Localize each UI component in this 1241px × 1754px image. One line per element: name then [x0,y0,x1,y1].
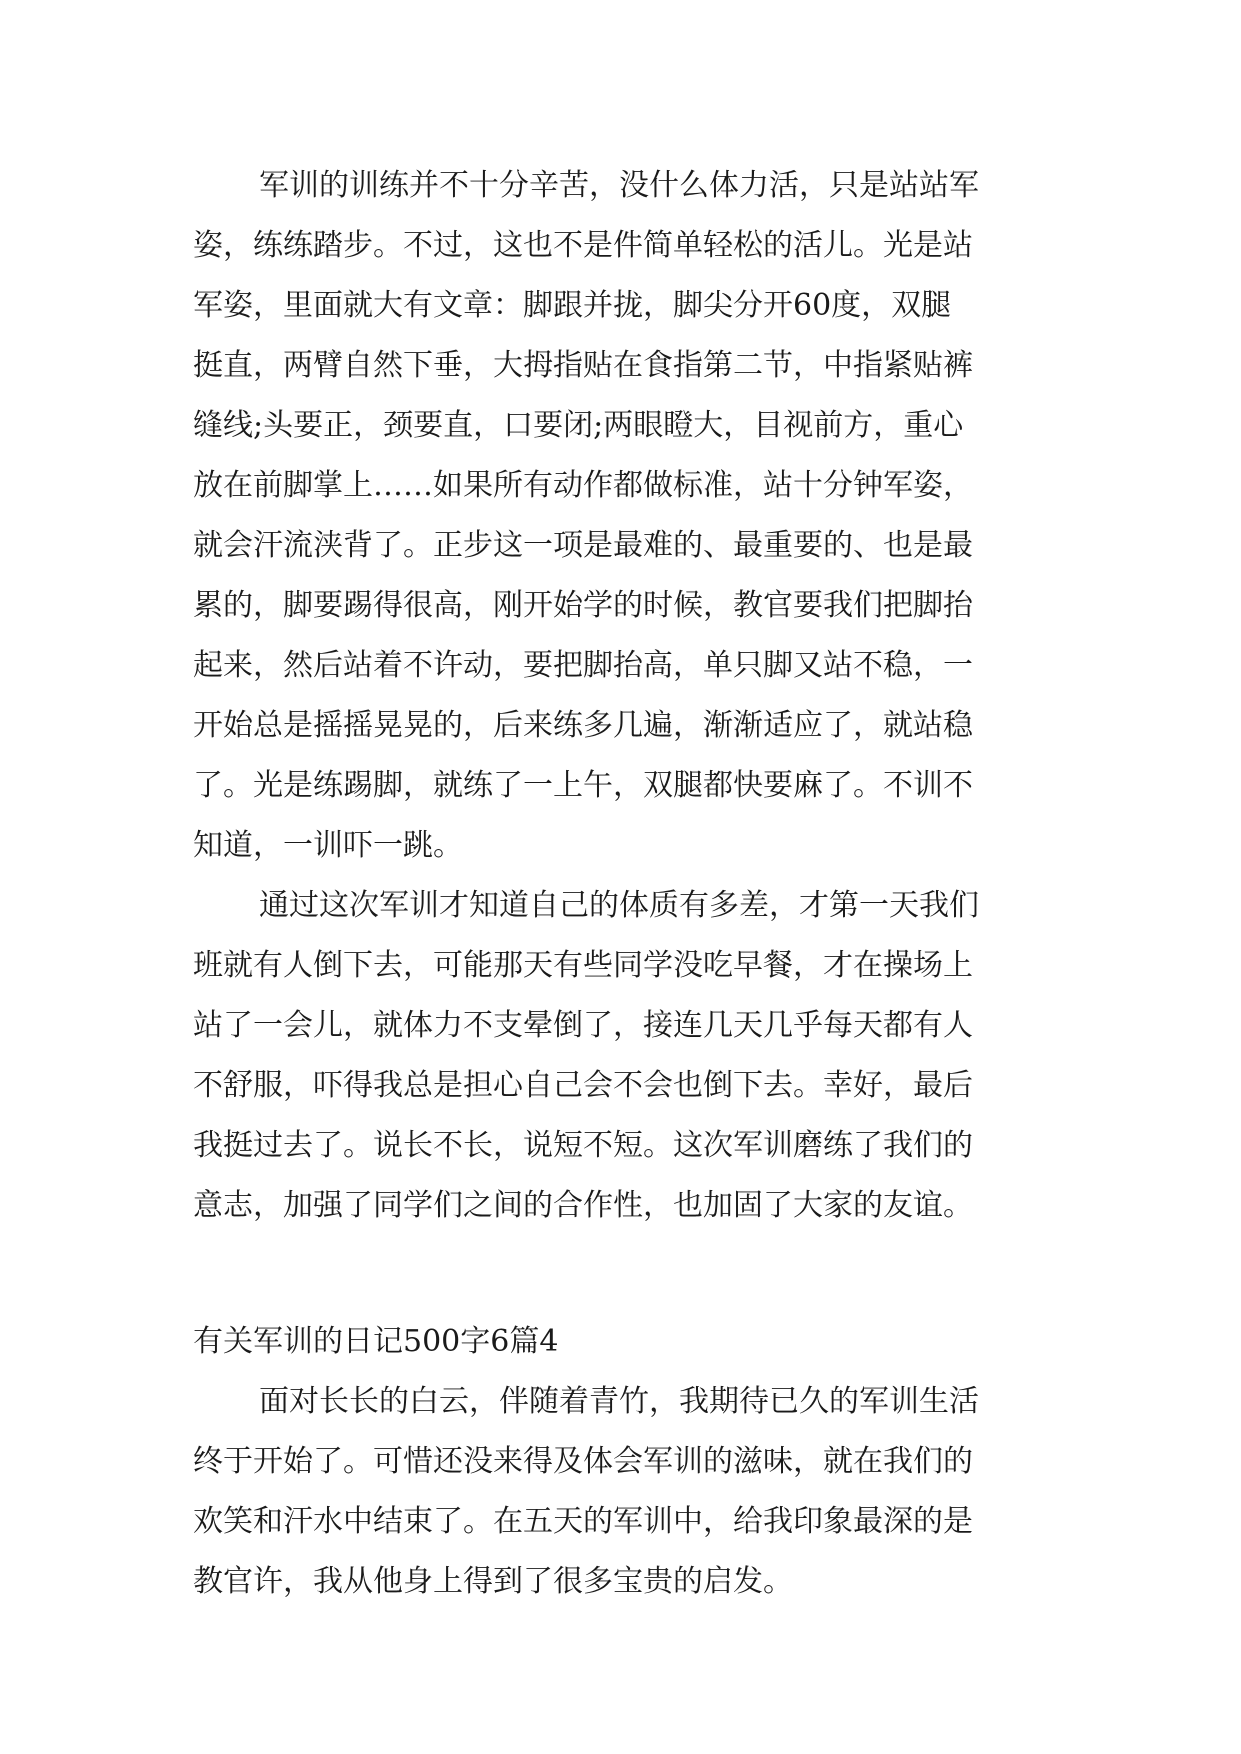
section-heading: 有关军训的日记500字6篇4 [193,1324,559,1359]
text-line: 意志，加强了同学们之间的合作性，也加固了大家的友谊。 [193,1188,973,1223]
text-line: 开始总是摇摇晃晃的，后来练多几遍，渐渐适应了，就站稳 [193,708,973,743]
text-line: 军姿，里面就大有文章：脚跟并拢，脚尖分开60度，双腿 [193,288,952,323]
text-line: 知道，一训吓一跳。 [193,828,463,863]
document-body [193,156,1065,1612]
text-line: 教官许，我从他身上得到了很多宝贵的启发。 [193,1564,793,1599]
text-line: 累的，脚要踢得很高，刚开始学的时候，教官要我们把脚抬 [193,588,973,623]
paragraph-3 [193,1372,1065,1612]
text-line: 放在前脚掌上……如果所有动作都做标准，站十分钟军姿， [193,468,973,503]
text-line: 起来，然后站着不许动，要把脚抬高，单只脚又站不稳，一 [193,648,973,683]
text-line: 挺直，两臂自然下垂，大拇指贴在食指第二节，中指紧贴裤 [193,348,973,383]
text-line: 不舒服，吓得我总是担心自己会不会也倒下去。幸好，最后 [193,1068,973,1103]
text-line: 欢笑和汗水中结束了。在五天的军训中，给我印象最深的是 [193,1504,973,1539]
text-line: 了。光是练踢脚，就练了一上午，双腿都快要麻了。不训不 [193,768,973,803]
text-line: 缝线;头要正，颈要直，口要闭;两眼瞪大，目视前方，重心 [193,408,964,443]
text-line: 站了一会儿，就体力不支晕倒了，接连几天几乎每天都有人 [193,1008,973,1043]
text-line: 通过这次军训才知道自己的体质有多差，才第一天我们 [259,888,979,923]
text-line: 我挺过去了。说长不长，说短不短。这次军训磨练了我们的 [193,1128,973,1163]
text-line: 终于开始了。可惜还没来得及体会军训的滋味，就在我们的 [193,1444,973,1479]
text-line: 军训的训练并不十分辛苦，没什么体力活，只是站站军 [259,168,979,203]
text-line: 就会汗流浃背了。正步这一项是最难的、最重要的、也是最 [193,528,973,563]
section-gap [193,1236,1065,1312]
paragraph-2 [193,876,1065,1236]
text-line: 姿，练练踏步。不过，这也不是件简单轻松的活儿。光是站 [193,228,973,263]
text-line: 面对长长的白云，伴随着青竹，我期待已久的军训生活 [259,1384,979,1419]
text-line: 班就有人倒下去，可能那天有些同学没吃早餐，才在操场上 [193,948,973,983]
paragraph-1 [193,156,1065,876]
